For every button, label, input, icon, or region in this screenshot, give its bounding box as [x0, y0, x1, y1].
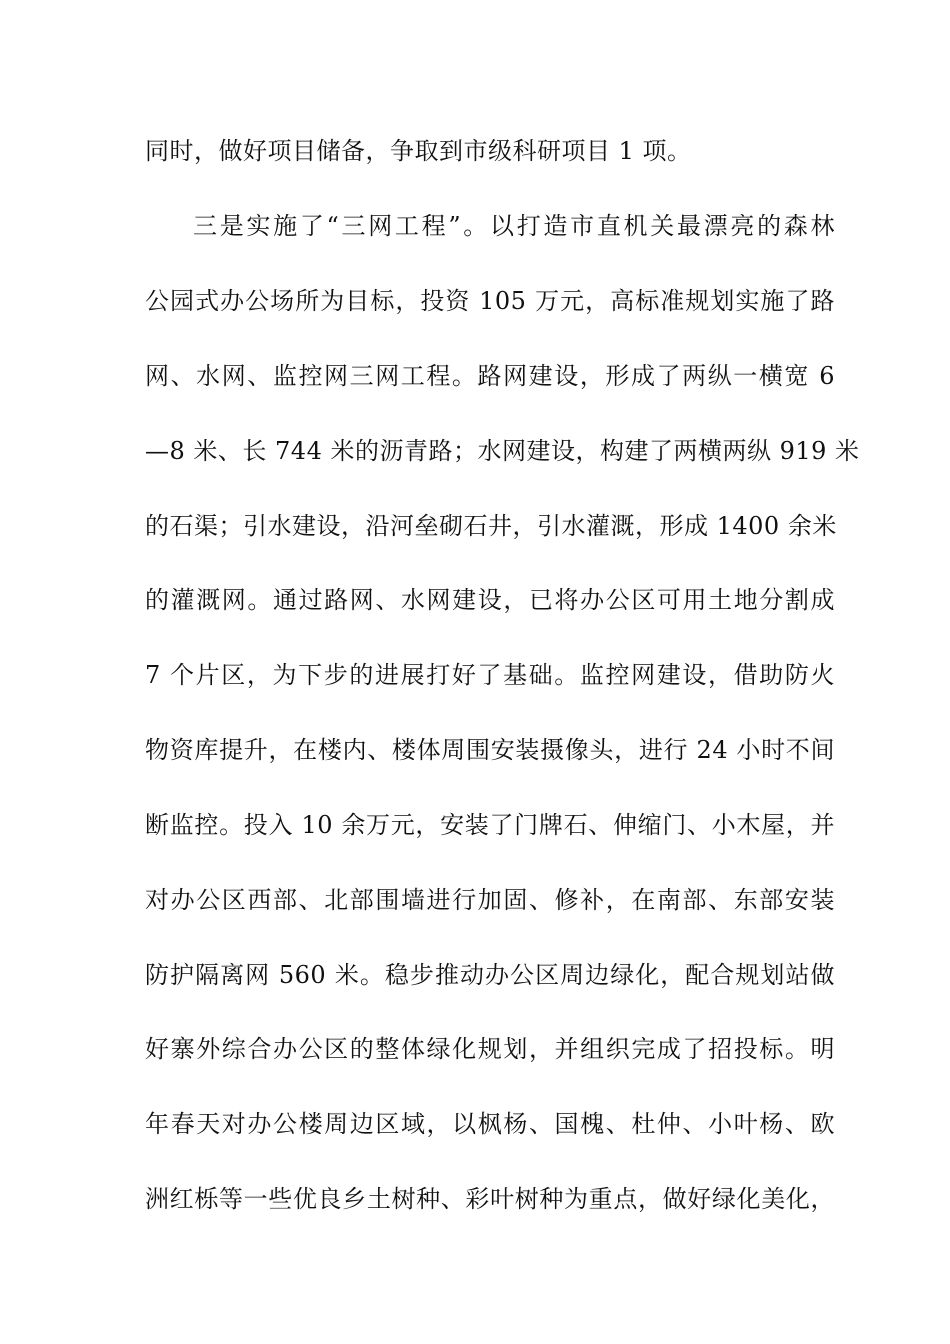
text-line-3: 公园式办公场所为目标，投资 105 万元，高标准规划实施了路 [145, 287, 835, 315]
text-line-9: 物资库提升，在楼内、楼体周围安装摄像头，进行 24 小时不间 [145, 736, 835, 764]
text-line-15: 洲红栎等一些优良乡土树种、彩叶树种为重点，做好绿化美化， [145, 1185, 835, 1213]
text-line-6: 的石渠；引水建设，沿河垒砌石井，引水灌溉，形成 1400 余米 [145, 512, 837, 540]
text-line-4: 网、水网、监控网三网工程。路网建设，形成了两纵一横宽 6 [145, 362, 835, 390]
text-line-13: 好寨外综合办公区的整体绿化规划，并组织完成了招投标。明 [145, 1035, 835, 1063]
text-line-11: 对办公区西部、北部围墙进行加固、修补，在南部、东部安装 [145, 886, 835, 914]
text-line-8: 7 个片区，为下步的进展打好了基础。监控网建设，借助防火 [145, 661, 835, 689]
text-line-7: 的灌溉网。通过路网、水网建设，已将办公区可用土地分割成 [145, 586, 835, 614]
text-line-12: 防护隔离网 560 米。稳步推动办公区周边绿化，配合规划站做 [145, 961, 835, 989]
text-line-1: 同时，做好项目储备，争取到市级科研项目 1 项。 [145, 137, 692, 165]
text-line-5: —8 米、长 744 米的沥青路；水网建设，构建了两横两纵 919 米 [145, 437, 860, 465]
text-line-14: 年春天对办公楼周边区域，以枫杨、国槐、杜仲、小叶杨、欧 [145, 1110, 835, 1138]
text-line-2: 三是实施了“三网工程”。以打造市直机关最漂亮的森林 [193, 212, 835, 240]
text-line-10: 断监控。投入 10 余万元，安装了门牌石、伸缩门、小木屋，并 [145, 811, 835, 839]
